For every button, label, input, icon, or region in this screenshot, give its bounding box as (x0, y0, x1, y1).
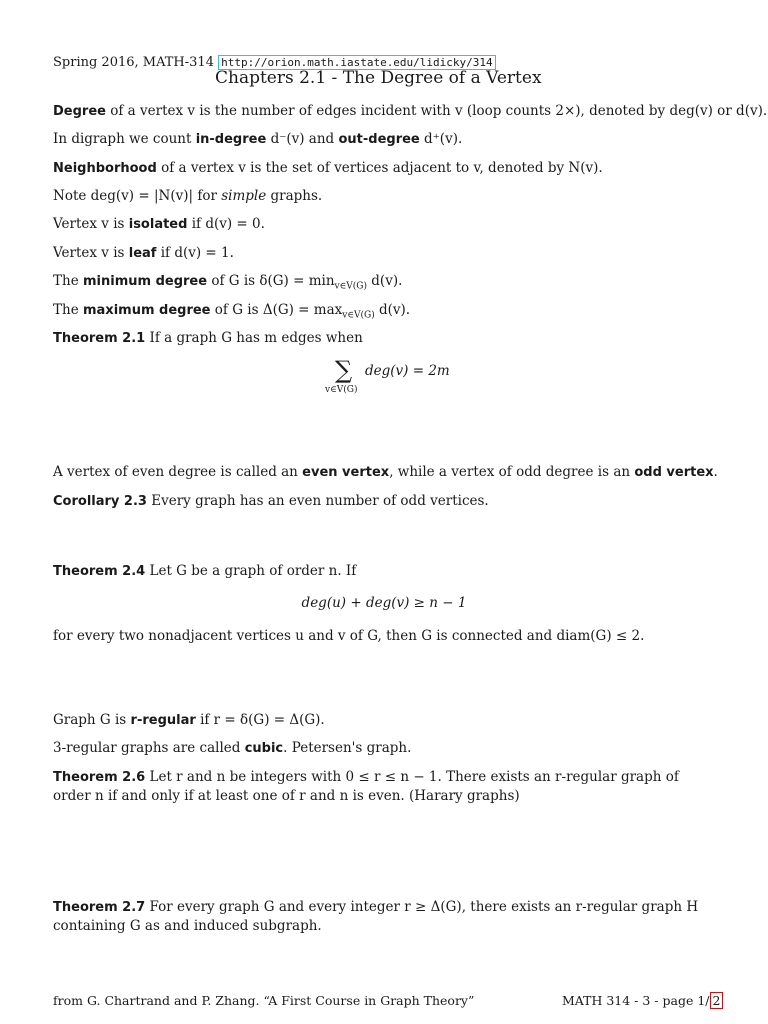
theorem-2-4-equation: deg(u) + deg(v) ≥ n − 1 (301, 595, 467, 611)
theorem-2-1: Theorem 2.1 If a graph G has m edges when (53, 330, 363, 346)
footer-source: from G. Chartrand and P. Zhang. “A First Course in Graph Theory” (53, 993, 475, 1008)
theorem-2-4-conclusion: for every two nonadjacent vertices u and v of G, then G is connected and diam(G) ≤ 2. (53, 628, 645, 644)
minimum-degree-definition: The minimum degree of G is $\delta(G) = \min_{v\in V(G)} d(v)$. (53, 273, 403, 292)
page-title: Chapters 2.1 - The Degree of a Vertex (215, 68, 542, 88)
theorem-2-4: Theorem 2.4 Let G be a graph of order n. If (53, 563, 357, 579)
digraph-definition: In digraph we count in-degree d⁻(v) and out-degree d⁺(v). (53, 131, 463, 147)
theorem-2-7: Theorem 2.7 For every graph G and every integer r ≥ Δ(G), there exists an r-regular graph H containing G as and induced subgraph. (53, 899, 699, 934)
isolated-definition: Vertex v is isolated if d(v) = 0. (53, 216, 265, 232)
next-page-link[interactable]: 2 (710, 992, 724, 1009)
regular-definition: Graph G is r-regular if r = δ(G) = Δ(G). (53, 712, 325, 728)
theorem-2-6: Theorem 2.6 Let r and n be integers with 0 ≤ r ≤ n − 1. There exists an r-regular graph of order n if and only if at least one of r and n is even. (Harary graphs) (53, 769, 679, 804)
degree-definition: Degree of a vertex v is the number of edges incident with v (loop counts 2×), denoted by deg(v) or d(v). (53, 103, 768, 119)
even-odd-vertex-definition: A vertex of even degree is called an even vertex, while a vertex of odd degree is an odd vertex. (53, 464, 718, 480)
footer-page-number: MATH 314 - 3 - page 1/ 2 (562, 993, 723, 1008)
maximum-degree-definition: The maximum degree of G is $\Delta(G) = \max_{v\in V(G)} d(v)$. (53, 302, 411, 321)
corollary-2-3: Corollary 2.3 Every graph has an even number of odd vertices. (53, 493, 489, 509)
leaf-definition: Vertex v is leaf if d(v) = 1. (53, 245, 234, 261)
neighborhood-definition: Neighborhood of a vertex v is the set of vertices adjacent to v, denoted by N(v). (53, 160, 603, 176)
cubic-definition: 3-regular graphs are called cubic. Petersen's graph. (53, 740, 412, 756)
header-url-link[interactable]: http://orion.math.iastate.edu/lidicky/314 (218, 55, 496, 70)
note-simple-graphs: Note deg(v) = |N(v)| for simple graphs. (53, 188, 323, 204)
header-course: Spring 2016, MATH-314 http://orion.math.iastate.edu/lidicky/314 (53, 55, 496, 70)
sum-symbol: ∑ (335, 356, 353, 384)
